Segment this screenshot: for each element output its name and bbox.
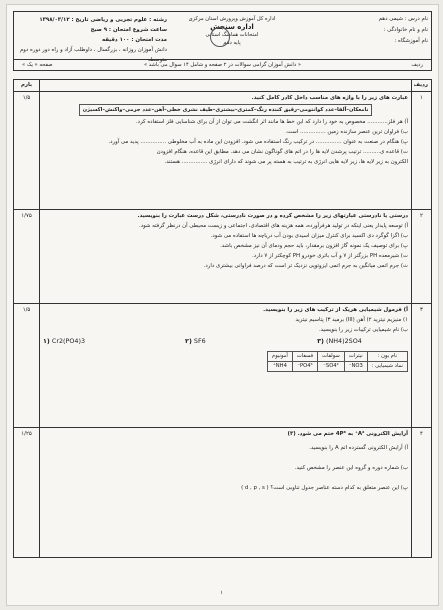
row-column-header: ردیف bbox=[412, 80, 432, 92]
student-category: دانش آموزان روزانه ، بزرگسال ، داوطلب آزاد و راه دور دوره دوم متوسطه bbox=[19, 47, 167, 63]
question-body bbox=[40, 428, 412, 558]
question-text: درستی یا نادرستی عبارتهای زیر را مشخص کرده و در صورت نادرستی، شکل درست عبارت را بنویسید. bbox=[137, 213, 408, 219]
question-item: ت) شیرمعده PH بزرگتر از ۷ و آب باتری خودرو PH کوچکتر از ۷ دارد. bbox=[252, 253, 408, 259]
page-number: ۱ bbox=[220, 590, 223, 596]
start-time: ساعت شروع امتحان : ۹ صبح bbox=[90, 27, 167, 33]
formula-item: ۲) SF6 bbox=[185, 337, 206, 345]
question-number: ۳ bbox=[412, 304, 432, 428]
question-row bbox=[14, 304, 432, 428]
question-item: آ) هر فلز............ مخصوص به خود را دارد که این خط ها مانند اثر انگشت می توان از آن برای شناسایی فلز استفاده کرد. bbox=[135, 119, 408, 125]
ions-symbol-row bbox=[268, 362, 408, 372]
ions-name-row bbox=[268, 352, 408, 362]
question-text: آ) فرمول شیمیایی هریک از ترکیب های زیر را بنویسید. bbox=[263, 307, 408, 313]
table-header-row bbox=[14, 80, 432, 92]
grade: پایه دهم bbox=[223, 40, 241, 46]
question-item: ب) نام شیمیایی ترکیبات زیر را بنویسید. bbox=[318, 327, 408, 333]
question-text: آرایش الکترونی A²⁺ به 4P⁶ ختم می شود. (۳) bbox=[287, 431, 408, 437]
question-item: ت) قاعده ی.......... ترتیب پرشدن لایه ها را در اتم های گوناگون نشان می دهد. مطابق این قاعده، هنگام افزودن bbox=[156, 149, 408, 155]
question-number: ۲ bbox=[412, 210, 432, 304]
duration: مدت امتحان : ۱۰۰ دقیقه bbox=[102, 37, 167, 43]
strip-note: « دانش آموزان گرامی سوالات در ۲ صفحه و شامل ۱۴ سوال می باشد » bbox=[143, 62, 302, 68]
question-number: ۴ bbox=[412, 428, 432, 558]
field-and-date: رشته : علوم تجربی و ریاضی تاریخ : ۱۳۹۸/۰۳/۱۲ bbox=[39, 17, 167, 23]
question-item: ب) شماره دوره و گروه این عنصر را مشخص کنید. bbox=[294, 465, 408, 471]
ion-cell: فسفات bbox=[292, 352, 317, 362]
org-name: اداره کل آموزش وپرورش استان مرکزی bbox=[188, 16, 276, 22]
question-body bbox=[40, 210, 412, 304]
ions-table bbox=[267, 351, 408, 372]
formula-item: ۳) (NH4)2SO4 bbox=[317, 337, 362, 345]
ion-cell: آمونیوم bbox=[268, 352, 293, 362]
school-name: نام آموزشگاه : bbox=[394, 38, 428, 44]
student-name: نام و نام خانوادگی : bbox=[383, 27, 428, 33]
ion-cell: NH4⁺ bbox=[268, 362, 293, 372]
org-department: اداره سنجش bbox=[210, 23, 254, 31]
question-row bbox=[14, 92, 432, 210]
header-strip bbox=[14, 60, 431, 71]
header-student-info bbox=[318, 14, 428, 47]
formula-item: ۱) Cr2(PO4)3 bbox=[43, 337, 86, 345]
word-box: نامعکان–آلفا–عدد کوانتومی–رقیق کننده رنگ–کمتری–بیشتری–طیف نشری خطی–آهن–عدد جرمی–واکنش–اکسیژن bbox=[79, 104, 373, 116]
header-organization bbox=[162, 15, 302, 47]
formula-list bbox=[43, 335, 408, 347]
exam-page bbox=[6, 4, 439, 606]
ion-cell: SO4²⁻ bbox=[318, 362, 345, 372]
question-item: پ) این عنصر متعلق به کدام دسته عناصر جدول تناوبی است؟ ( d , p , s ) bbox=[241, 485, 408, 491]
exam-type: امتحانات هماهنگ استانی bbox=[205, 32, 259, 38]
question-number: ۱ bbox=[412, 92, 432, 210]
question-row bbox=[14, 428, 432, 558]
question-item: ث) جرم اتمی میانگین به جرم اتمی ایزوتوپی نزدیک تر است که درصد فراوانی بیشتری دارد. bbox=[203, 263, 408, 269]
question-body bbox=[40, 304, 412, 428]
question-score: ۱/۲۵ bbox=[14, 428, 40, 558]
score-column-header: بارم bbox=[14, 80, 40, 92]
strip-page-label: صفحه « یک » bbox=[22, 62, 53, 68]
question-item: ب) فراوان ترین عنصر سازنده زمین ............... است. bbox=[285, 129, 408, 135]
question-score: ۱/۵ bbox=[14, 92, 40, 210]
ion-cell: PO4³⁻ bbox=[292, 362, 317, 372]
header-exam-info bbox=[17, 15, 167, 65]
question-item: ۱) منیزیم نیترید ۲) آهن (III) برمید ۳) پتاسیم نیترید bbox=[295, 317, 408, 323]
question-score: ۱/۷۵ bbox=[14, 210, 40, 304]
question-row bbox=[14, 210, 432, 304]
question-item: پ) هنگام در صنعت به عنوان ............... در ترکیب رنگ استفاده می شود. افزودن این ماده به آب مخلوطی ............... پدید می آورد. bbox=[108, 139, 408, 145]
question-item: پ) برای توصیف یک نمونه گاز افزون برمقدار، باید حجم ودمای آن نیز مشخص باشد. bbox=[220, 243, 408, 249]
exam-header bbox=[13, 11, 432, 71]
questions-table bbox=[13, 79, 432, 558]
ion-cell: نماد شیمیایی : bbox=[367, 362, 407, 372]
ion-cell: نیترات bbox=[344, 352, 367, 362]
question-item: آ) آرایش الکترونی گسترده اتم A را بنویسید. bbox=[309, 445, 408, 451]
question-body bbox=[40, 92, 412, 210]
ion-cell: NO3⁻ bbox=[344, 362, 367, 372]
seal-logo bbox=[210, 27, 230, 47]
question-item: الکترون به زیر لایه ها، زیر لایه هایی انرژی به ترتیب به هسته پر می شوند که دارای انرژی ............... هستند. bbox=[164, 159, 408, 165]
question-item: آ) توسعه پایدار یعنی اینکه در تولید هرفرآورده، همه هزینه های اقتصادی، اجتماعی و زیست محیطی آن درنظر گرفته شود. bbox=[139, 223, 408, 229]
strip-row-label: ردیف bbox=[411, 62, 423, 68]
question-text: عبارت های زیر را با واژه های مناسب داخل کادر کامل کنید. bbox=[251, 95, 408, 101]
ion-cell: نام یون : bbox=[367, 352, 407, 362]
ion-cell: سولفات bbox=[318, 352, 345, 362]
question-score: ۱/۵ bbox=[14, 304, 40, 428]
course-name: نام درس : شیمی دهم bbox=[378, 16, 428, 22]
question-item: ب) اگزا گوگرد دی اکسید برای کنترل میزان اسیدی بودن آب دریاچه ها استفاده می شود. bbox=[210, 233, 408, 239]
